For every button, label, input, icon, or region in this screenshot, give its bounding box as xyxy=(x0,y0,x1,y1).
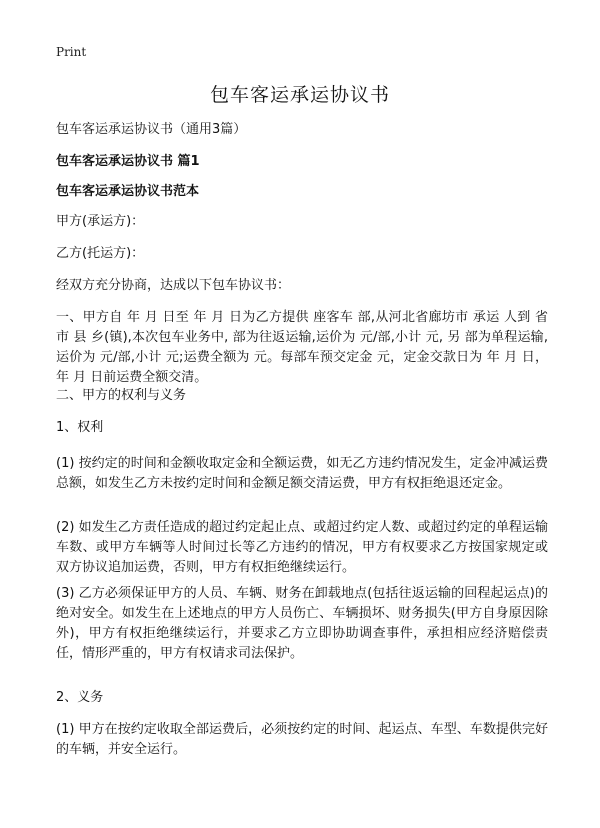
clause-2-heading: 二、甲方的权利与义务 xyxy=(56,388,187,403)
duty-1-paragraph: (1) 甲方在按约定收取全部运费后，必须按约定的时间、起运点、车型、车数提供完好的车辆，并安全运行。 xyxy=(56,722,548,757)
party-a-line: 甲方(承运方)： xyxy=(56,214,145,229)
duties-heading: 2、义务 xyxy=(56,690,104,705)
right-3-paragraph: (3) 乙方必须保证甲方的人员、车辆、财务在卸载地点(包括往返运输的回程起运点)的绝对安全。如发生在上述地点的甲方人员伤亡、车辆损坏、财务损失(甲方自身原因除外)，甲方有权拒绝继续运行，并要求乙方立即协助调查事件，承担相应经济赔偿责任，情形严重的，甲方有权请求司法保护。 xyxy=(56,586,548,661)
section-heading: 包车客运承运协议书 篇1 xyxy=(56,154,200,169)
agreement-intro: 经双方充分协商，达成以下包车协议书： xyxy=(56,278,291,293)
right-2-paragraph: (2) 如发生乙方责任造成的超过约定起止点、或超过约定人数、或超过约定的单程运输车数、或甲方车辆等人时间过长等乙方违约的情况，甲方有权要求乙方按国家规定或双方协议追加运费，否则，甲方有权拒绝继续运行。 xyxy=(56,520,548,575)
print-link[interactable]: Print xyxy=(56,45,87,59)
rights-heading: 1、权利 xyxy=(56,420,104,435)
clause-1-paragraph: 一、甲方自 年 月 日至 年 月 日为乙方提供 座客车 部,从河北省廊坊市 承运 人到 省 市 县 乡(镇),本次包车业务中, 部为往返运输,运价为 元/部,小计 元, 另 部为单程运输,运价为 元/部,小计 元;运费全额为 元。每部车预交定金 元，定金交款日为 年 月 日，年 月 日前运费全额交清。 xyxy=(56,310,548,385)
document-subtitle: 包车客运承运协议书（通用3篇） xyxy=(56,122,247,137)
document-title: 包车客运承运协议书 xyxy=(209,84,390,106)
party-b-line: 乙方(托运方)： xyxy=(56,246,145,261)
right-1-paragraph: (1) 按约定的时间和金额收取定金和全额运费，如无乙方违约情况发生，定金冲减运费总额，如发生乙方未按约定时间和金额足额交清运费，甲方有权拒绝退还定金。 xyxy=(56,456,548,491)
template-heading: 包车客运承运协议书范本 xyxy=(56,184,200,199)
